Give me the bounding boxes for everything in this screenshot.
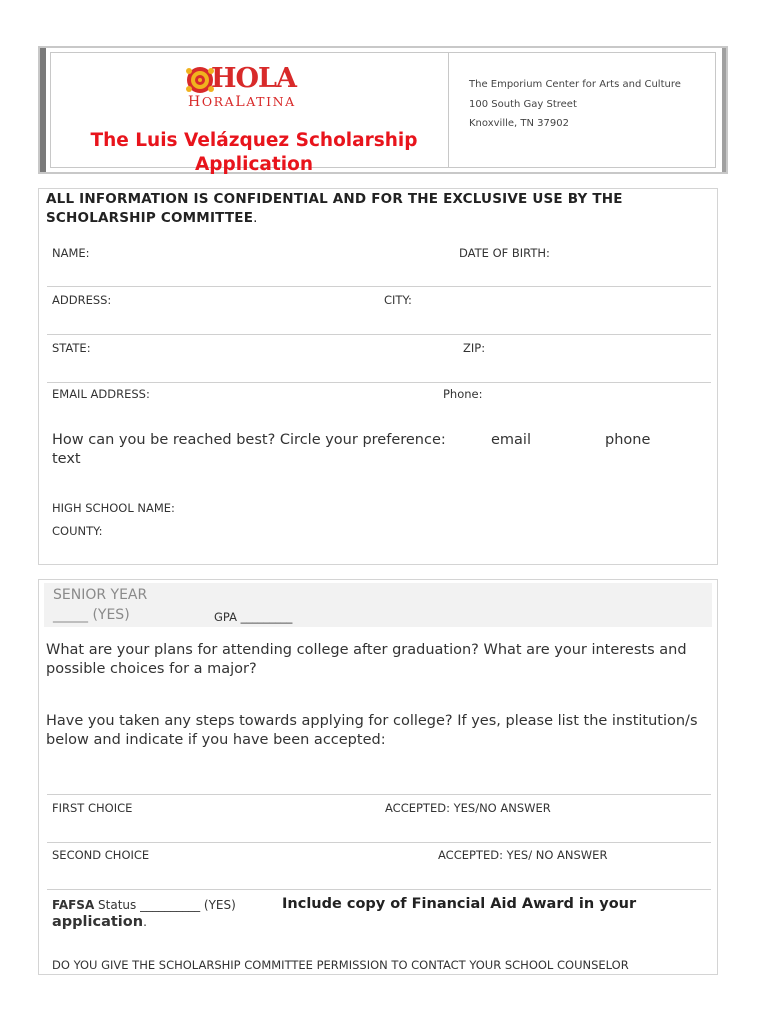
address-row-line[interactable]	[47, 334, 711, 335]
contact-preference-question: How can you be reached best? Circle your preference: email phone text	[52, 432, 651, 467]
counselor-permission-question: DO YOU GIVE THE SCHOLARSHIP COMMITTEE PERMISSION TO CONTACT YOUR SCHOOL COUNSELOR	[52, 958, 629, 972]
college-steps-question: Have you taken any steps towards applying for college? If yes, please list the institution/s below and indicate if you have been accepted:	[46, 713, 698, 748]
header-inner-frame	[50, 52, 716, 175]
address-line-1: The Emporium Center for Arts and Culture	[469, 79, 681, 90]
second-choice-line[interactable]	[47, 889, 711, 890]
header-left-bar	[40, 48, 46, 172]
fafsa-status-field[interactable]: FAFSA Status __________ (YES) application.	[52, 898, 236, 930]
page-title: The Luis Velázquez Scholarship Application	[90, 130, 418, 175]
name-row-line[interactable]	[47, 286, 711, 287]
county-label: COUNTY:	[52, 524, 103, 538]
state-label: STATE:	[52, 341, 91, 355]
dob-label: DATE OF BIRTH:	[459, 246, 550, 260]
senior-year-label: SENIOR YEAR	[53, 587, 148, 603]
address-line-3: Knoxville, TN 37902	[469, 118, 569, 129]
option-text[interactable]: text	[52, 451, 81, 467]
gpa-field[interactable]: GPA _________	[214, 610, 293, 624]
logo-wordmark: HOLA	[211, 63, 296, 94]
second-choice-accepted[interactable]: ACCEPTED: YES/ NO ANSWER	[438, 848, 608, 862]
first-choice-accepted[interactable]: ACCEPTED: YES/NO ANSWER	[385, 801, 551, 815]
city-label: CITY:	[384, 293, 412, 307]
organization-address	[469, 75, 681, 134]
form-header	[38, 46, 728, 174]
first-choice-line[interactable]	[47, 842, 711, 843]
second-choice-label: SECOND CHOICE	[52, 848, 150, 862]
address-label: ADDRESS:	[52, 293, 112, 307]
header-right-bar	[722, 48, 726, 172]
zip-label: ZIP:	[463, 341, 486, 355]
email-label: EMAIL ADDRESS:	[52, 387, 150, 401]
hola-logo	[183, 63, 323, 113]
first-choice-label: FIRST CHOICE	[52, 801, 133, 815]
name-label: NAME:	[52, 246, 90, 260]
confidentiality-notice: ALL INFORMATION IS CONFIDENTIAL AND FOR THE EXCLUSIVE USE BY THE SCHOLARSHIP COMMITTEE.	[46, 191, 623, 226]
option-email[interactable]: email	[491, 432, 531, 448]
state-row-line[interactable]	[47, 382, 711, 383]
logo-subtitle: HORALATINA	[188, 94, 296, 110]
senior-year-yes-field[interactable]: _____ (YES)	[53, 607, 130, 623]
phone-label: Phone:	[443, 387, 483, 401]
financial-aid-note: Include copy of Financial Aid Award in your	[282, 896, 637, 912]
academic-info-section	[38, 579, 718, 975]
address-line-2: 100 South Gay Street	[469, 98, 577, 110]
personal-info-section	[38, 188, 718, 565]
choices-top-line	[47, 794, 711, 795]
senior-year-band	[44, 583, 712, 627]
college-plans-question: What are your plans for attending college after graduation? What are your interests and possible choices for a major?	[46, 642, 687, 677]
header-divider	[448, 53, 449, 167]
option-phone[interactable]: phone	[605, 432, 651, 448]
high-school-label: HIGH SCHOOL NAME:	[52, 501, 175, 515]
